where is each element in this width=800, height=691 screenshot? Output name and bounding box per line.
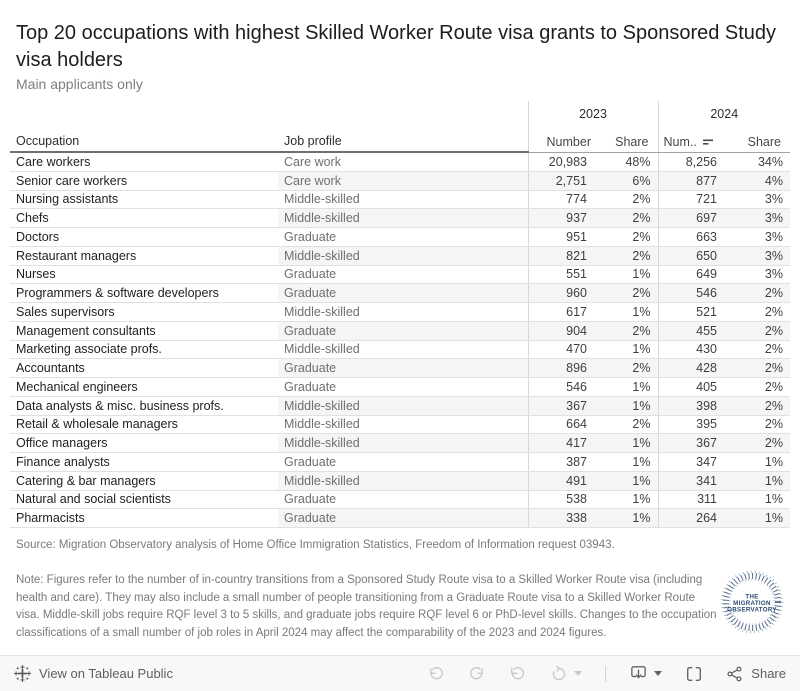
share-2024-cell[interactable]: 2% bbox=[730, 434, 790, 453]
share-2023-cell[interactable]: 2% bbox=[600, 209, 658, 228]
share-2023-cell[interactable]: 6% bbox=[600, 171, 658, 190]
number-2024-cell[interactable]: 428 bbox=[658, 359, 730, 378]
column-header-number-2024-label: Num.. bbox=[663, 134, 697, 149]
number-2023-cell[interactable]: 617 bbox=[528, 303, 600, 322]
share-2024-cell[interactable]: 2% bbox=[730, 359, 790, 378]
share-2023-cell[interactable]: 1% bbox=[600, 265, 658, 284]
job-profile-cell[interactable]: Middle-skilled bbox=[278, 246, 528, 265]
number-2024-cell[interactable]: 341 bbox=[658, 471, 730, 490]
job-profile-cell[interactable]: Graduate bbox=[278, 453, 528, 472]
logo-text-line2: MIGRATION bbox=[733, 600, 771, 607]
table-row bbox=[10, 415, 790, 434]
number-2024-cell[interactable]: 649 bbox=[658, 265, 730, 284]
occupation-cell[interactable]: Data analysts & misc. business profs. bbox=[10, 396, 278, 415]
undo-icon[interactable] bbox=[427, 665, 445, 683]
number-2024-cell[interactable]: 405 bbox=[658, 378, 730, 397]
number-2023-cell[interactable]: 551 bbox=[528, 265, 600, 284]
number-2024-cell[interactable]: 395 bbox=[658, 415, 730, 434]
share-2024-cell[interactable]: 2% bbox=[730, 415, 790, 434]
number-2023-cell[interactable]: 546 bbox=[528, 378, 600, 397]
share-2023-cell[interactable]: 1% bbox=[600, 453, 658, 472]
occupation-cell[interactable]: Accountants bbox=[10, 359, 278, 378]
number-2023-cell[interactable]: 664 bbox=[528, 415, 600, 434]
column-header-share-2023[interactable]: Share bbox=[600, 127, 658, 152]
job-profile-cell[interactable]: Middle-skilled bbox=[278, 190, 528, 209]
share-2024-cell[interactable]: 2% bbox=[730, 340, 790, 359]
view-on-tableau-public-label: View on Tableau Public bbox=[39, 666, 173, 681]
number-2023-cell[interactable]: 491 bbox=[528, 471, 600, 490]
share-2024-cell[interactable]: 2% bbox=[730, 303, 790, 322]
table-row bbox=[10, 190, 790, 209]
share-label: Share bbox=[751, 666, 786, 681]
share-2023-cell[interactable]: 1% bbox=[600, 490, 658, 509]
download-icon[interactable] bbox=[629, 664, 648, 683]
table-row bbox=[10, 171, 790, 190]
number-2024-cell[interactable]: 455 bbox=[658, 321, 730, 340]
header-spacer bbox=[10, 101, 528, 127]
share-2024-cell[interactable]: 1% bbox=[730, 471, 790, 490]
share-2023-cell[interactable]: 2% bbox=[600, 359, 658, 378]
number-2024-cell[interactable]: 697 bbox=[658, 209, 730, 228]
data-table-container bbox=[10, 101, 800, 528]
job-profile-cell[interactable]: Graduate bbox=[278, 378, 528, 397]
job-profile-cell[interactable]: Middle-skilled bbox=[278, 340, 528, 359]
table-row bbox=[10, 378, 790, 397]
share-2023-cell[interactable]: 2% bbox=[600, 246, 658, 265]
occupation-cell[interactable]: Restaurant managers bbox=[10, 246, 278, 265]
share-2023-cell[interactable]: 1% bbox=[600, 509, 658, 528]
table-row bbox=[10, 509, 790, 528]
refresh-dropdown-caret[interactable] bbox=[574, 671, 582, 676]
column-header-row bbox=[10, 127, 790, 152]
share-2023-cell[interactable]: 2% bbox=[600, 321, 658, 340]
number-2023-cell[interactable]: 417 bbox=[528, 434, 600, 453]
occupation-cell[interactable]: Doctors bbox=[10, 228, 278, 247]
share-2024-cell[interactable]: 2% bbox=[730, 378, 790, 397]
share-2023-cell[interactable]: 1% bbox=[600, 434, 658, 453]
column-header-number-2023[interactable]: Number bbox=[528, 127, 600, 152]
number-2024-cell[interactable]: 521 bbox=[658, 303, 730, 322]
logo-text-line1: THE bbox=[745, 593, 759, 601]
column-header-occupation[interactable]: Occupation bbox=[10, 127, 278, 152]
number-2023-cell[interactable]: 387 bbox=[528, 453, 600, 472]
toolbar-actions bbox=[427, 664, 786, 683]
table-row bbox=[10, 265, 790, 284]
occupation-cell[interactable]: Nurses bbox=[10, 265, 278, 284]
year-header-row bbox=[10, 101, 790, 127]
redo-icon[interactable] bbox=[468, 665, 486, 683]
migration-observatory-logo-icon bbox=[717, 567, 787, 637]
share-2023-cell[interactable]: 1% bbox=[600, 340, 658, 359]
occupation-cell[interactable]: Pharmacists bbox=[10, 509, 278, 528]
job-profile-cell[interactable]: Graduate bbox=[278, 321, 528, 340]
column-header-year-2024[interactable]: 2024 bbox=[658, 101, 790, 127]
share-button[interactable] bbox=[726, 665, 786, 683]
sort-descending-icon[interactable] bbox=[703, 139, 714, 147]
share-2024-cell[interactable]: 3% bbox=[730, 246, 790, 265]
number-2023-cell[interactable]: 896 bbox=[528, 359, 600, 378]
column-header-number-2024[interactable] bbox=[658, 127, 730, 152]
share-2024-cell[interactable]: 2% bbox=[730, 284, 790, 303]
job-profile-cell[interactable]: Middle-skilled bbox=[278, 415, 528, 434]
occupation-cell[interactable]: Management consultants bbox=[10, 321, 278, 340]
share-2024-cell[interactable]: 1% bbox=[730, 453, 790, 472]
revert-icon[interactable] bbox=[509, 665, 527, 683]
page-title: Top 20 occupations with highest Skilled Worker Route visa grants to Sponsored Study visa holders bbox=[16, 22, 777, 71]
number-2024-cell[interactable]: 663 bbox=[658, 228, 730, 247]
download-control bbox=[629, 664, 662, 683]
logo-text-line3: OBSERVATORY bbox=[727, 606, 777, 614]
share-2024-cell[interactable]: 34% bbox=[730, 152, 790, 171]
tableau-toolbar bbox=[0, 655, 800, 691]
share-2024-cell[interactable]: 3% bbox=[730, 265, 790, 284]
share-2023-cell[interactable]: 1% bbox=[600, 303, 658, 322]
page-subtitle: Main applicants only bbox=[16, 76, 143, 92]
number-2023-cell[interactable]: 2,751 bbox=[528, 171, 600, 190]
table-row bbox=[10, 228, 790, 247]
share-2023-cell[interactable]: 1% bbox=[600, 378, 658, 397]
toolbar-divider bbox=[605, 666, 606, 682]
table-row bbox=[10, 434, 790, 453]
share-2023-cell[interactable]: 2% bbox=[600, 284, 658, 303]
share-2023-cell[interactable]: 2% bbox=[600, 190, 658, 209]
number-2024-cell[interactable]: 264 bbox=[658, 509, 730, 528]
occupation-cell[interactable]: Programmers & software developers bbox=[10, 284, 278, 303]
number-2024-cell[interactable]: 398 bbox=[658, 396, 730, 415]
occupation-cell[interactable]: Chefs bbox=[10, 209, 278, 228]
data-table bbox=[10, 101, 790, 528]
number-2024-cell[interactable]: 8,256 bbox=[658, 152, 730, 171]
migration-observatory-logo bbox=[717, 567, 787, 637]
job-profile-cell[interactable]: Graduate bbox=[278, 490, 528, 509]
occupation-cell[interactable]: Finance analysts bbox=[10, 453, 278, 472]
occupation-cell[interactable]: Natural and social scientists bbox=[10, 490, 278, 509]
source-caption: Source: Migration Observatory analysis of Home Office Immigration Statistics, Freedom of Information request 03943. bbox=[16, 539, 615, 551]
view-on-tableau-public-link[interactable] bbox=[14, 665, 173, 682]
job-profile-cell[interactable]: Graduate bbox=[278, 265, 528, 284]
occupation-cell[interactable]: Care workers bbox=[10, 152, 278, 171]
occupation-cell[interactable]: Mechanical engineers bbox=[10, 378, 278, 397]
job-profile-cell[interactable]: Graduate bbox=[278, 284, 528, 303]
number-2024-cell[interactable]: 347 bbox=[658, 453, 730, 472]
job-profile-cell[interactable]: Middle-skilled bbox=[278, 209, 528, 228]
job-profile-cell[interactable]: Middle-skilled bbox=[278, 434, 528, 453]
share-2023-cell[interactable]: 2% bbox=[600, 228, 658, 247]
share-2024-cell[interactable]: 1% bbox=[730, 509, 790, 528]
share-2024-cell[interactable]: 3% bbox=[730, 190, 790, 209]
refresh-control bbox=[550, 665, 582, 683]
number-2024-cell[interactable]: 367 bbox=[658, 434, 730, 453]
table-row bbox=[10, 209, 790, 228]
tableau-logo-icon bbox=[14, 665, 31, 682]
job-profile-cell[interactable]: Graduate bbox=[278, 509, 528, 528]
share-2024-cell[interactable]: 1% bbox=[730, 490, 790, 509]
number-2024-cell[interactable]: 546 bbox=[658, 284, 730, 303]
occupation-cell[interactable]: Retail & wholesale managers bbox=[10, 415, 278, 434]
table-row bbox=[10, 284, 790, 303]
share-2024-cell[interactable]: 4% bbox=[730, 171, 790, 190]
table-row bbox=[10, 471, 790, 490]
column-header-share-2024[interactable]: Share bbox=[730, 127, 790, 152]
occupation-cell[interactable]: Marketing associate profs. bbox=[10, 340, 278, 359]
number-2023-cell[interactable]: 20,983 bbox=[528, 152, 600, 171]
share-2023-cell[interactable]: 48% bbox=[600, 152, 658, 171]
number-2023-cell[interactable]: 960 bbox=[528, 284, 600, 303]
number-2023-cell[interactable]: 470 bbox=[528, 340, 600, 359]
refresh-icon[interactable] bbox=[550, 665, 568, 683]
number-2024-cell[interactable]: 721 bbox=[658, 190, 730, 209]
download-dropdown-caret[interactable] bbox=[654, 671, 662, 676]
table-row bbox=[10, 453, 790, 472]
table-row bbox=[10, 340, 790, 359]
share-2024-cell[interactable]: 2% bbox=[730, 321, 790, 340]
job-profile-cell[interactable]: Graduate bbox=[278, 228, 528, 247]
number-2023-cell[interactable]: 774 bbox=[528, 190, 600, 209]
table-row bbox=[10, 303, 790, 322]
share-2024-cell[interactable]: 3% bbox=[730, 209, 790, 228]
job-profile-cell[interactable]: Middle-skilled bbox=[278, 303, 528, 322]
number-2023-cell[interactable]: 937 bbox=[528, 209, 600, 228]
number-2023-cell[interactable]: 538 bbox=[528, 490, 600, 509]
number-2024-cell[interactable]: 650 bbox=[658, 246, 730, 265]
number-2024-cell[interactable]: 430 bbox=[658, 340, 730, 359]
share-2024-cell[interactable]: 2% bbox=[730, 396, 790, 415]
share-2023-cell[interactable]: 1% bbox=[600, 396, 658, 415]
share-2023-cell[interactable]: 2% bbox=[600, 415, 658, 434]
job-profile-cell[interactable]: Care work bbox=[278, 152, 528, 171]
table-row bbox=[10, 152, 790, 171]
number-2023-cell[interactable]: 821 bbox=[528, 246, 600, 265]
number-2023-cell[interactable]: 904 bbox=[528, 321, 600, 340]
table-body bbox=[10, 152, 790, 528]
number-2023-cell[interactable]: 338 bbox=[528, 509, 600, 528]
table-row bbox=[10, 321, 790, 340]
number-2024-cell[interactable]: 877 bbox=[658, 171, 730, 190]
job-profile-cell[interactable]: Graduate bbox=[278, 359, 528, 378]
job-profile-cell[interactable]: Care work bbox=[278, 171, 528, 190]
occupation-cell[interactable]: Office managers bbox=[10, 434, 278, 453]
occupation-cell[interactable]: Catering & bar managers bbox=[10, 471, 278, 490]
job-profile-cell[interactable]: Middle-skilled bbox=[278, 396, 528, 415]
number-2023-cell[interactable]: 367 bbox=[528, 396, 600, 415]
number-2024-cell[interactable]: 311 bbox=[658, 490, 730, 509]
occupation-cell[interactable]: Senior care workers bbox=[10, 171, 278, 190]
share-2024-cell[interactable]: 3% bbox=[730, 228, 790, 247]
table-row bbox=[10, 246, 790, 265]
column-header-year-2023[interactable]: 2023 bbox=[528, 101, 658, 127]
table-row bbox=[10, 359, 790, 378]
number-2023-cell[interactable]: 951 bbox=[528, 228, 600, 247]
job-profile-cell[interactable]: Middle-skilled bbox=[278, 471, 528, 490]
table-row bbox=[10, 396, 790, 415]
table-row bbox=[10, 490, 790, 509]
column-header-job-profile[interactable]: Job profile bbox=[278, 127, 528, 152]
occupation-cell[interactable]: Nursing assistants bbox=[10, 190, 278, 209]
share-icon bbox=[726, 665, 744, 683]
share-2023-cell[interactable]: 1% bbox=[600, 471, 658, 490]
note-caption: Note: Figures refer to the number of in-country transitions from a Sponsored Study Route visa to a Skilled Worker Route visa (including health and care). They may also include a small number of people transitioning from a Graduate Route visa to a Skilled Worker Route visa. Middle-skill jobs require RQF level 3 to 5 skills, and graduate jobs require RQF level 6 or PhD-level skills. Changes to the occupation classifications of a small number of job roles in April 2024 may affect the comparability of the 2023 and 2024 figures. bbox=[16, 574, 717, 639]
occupation-cell[interactable]: Sales supervisors bbox=[10, 303, 278, 322]
fullscreen-icon[interactable] bbox=[685, 665, 703, 683]
